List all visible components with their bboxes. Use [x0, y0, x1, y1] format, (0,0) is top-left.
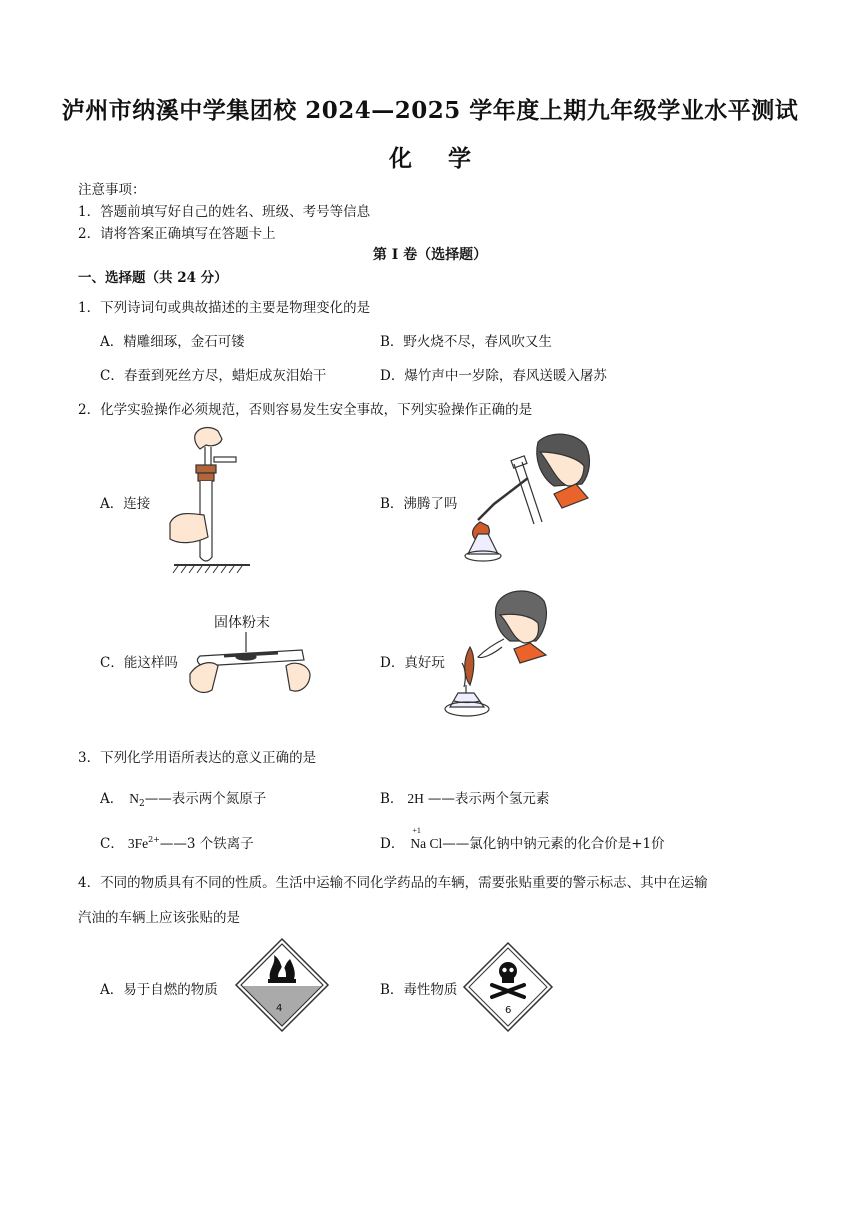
part-title: 第 I 卷（选择题） [372, 247, 488, 263]
q4-option-a: A．易于自燃的物质 [100, 982, 218, 998]
q1-option-d: D．爆竹声中一岁除，春风送暖入屠苏 [380, 368, 607, 384]
test-tube-connect-illustration [160, 425, 260, 577]
q3-d-formula: Na Cl [410, 836, 443, 851]
q3-d-description: ——氯化钠中钠元素的化合价是+1价 [442, 836, 665, 852]
q1-option-a: A．精雕细琢，金石可镂 [100, 334, 245, 350]
q3-b-description: ——表示两个氢元素 [427, 791, 550, 807]
q3-a-subscript: 2 [139, 799, 145, 809]
q2-stem: 2．化学实验操作必须规范，否则容易发生安全事故，下列实验操作正确的是 [78, 402, 533, 418]
q4-stem-line-1: 4．不同的物质具有不同的性质。生活中运输不同化学药品的车辆，需要张贴重要的警示标志、其中在运输 [78, 875, 708, 891]
q3-b-formula: 2H [407, 791, 424, 806]
solid-powder-caption: 固体粉末 [214, 615, 270, 631]
q3-a-description: ——表示两个氮原子 [144, 791, 267, 807]
q3-option-a [100, 787, 266, 809]
flammable-sign-number: 4 [276, 1003, 283, 1014]
q3-d-valence: +1 [412, 826, 421, 835]
note-item-1: 1．答题前填写好自己的姓名、班级、考号等信息 [78, 204, 371, 220]
note-item-2: 2．请将答案正确填写在答题卡上 [78, 226, 276, 242]
subject-title [0, 140, 860, 173]
toxic-sign-icon [462, 941, 554, 1033]
exam-title: 泸州市纳溪中学集团校 2024—2025 学年度上期九年级学业水平测试 [61, 97, 799, 124]
notes-heading: 注意事项： [78, 182, 146, 198]
q3-a-formula: N [129, 791, 139, 806]
q1-option-c: C．春蚕到死丝方尽，蜡炬成灰泪始干 [100, 368, 327, 384]
q3-c-superscript: 2+ [148, 835, 160, 844]
boiling-tube-illustration [458, 430, 608, 570]
q4-stem-line-2: 汽油的车辆上应该张贴的是 [78, 910, 240, 926]
q3-c-description: ——3 个铁离子 [159, 836, 254, 852]
q3-d-label: D． [380, 836, 405, 852]
q2-option-c: C．能这样吗 [100, 655, 178, 671]
alcohol-lamp-blow-illustration [440, 585, 560, 725]
q3-c-label: C． [100, 836, 124, 852]
flammable-sign-icon [234, 937, 330, 1033]
q3-option-b [380, 787, 549, 807]
subject-char-2: 学 [448, 145, 471, 172]
section-title: 一、选择题（共 24 分） [78, 270, 228, 286]
q3-option-d [380, 826, 665, 852]
q3-stem: 3．下列化学用语所表达的意义正确的是 [78, 750, 317, 766]
q3-option-c [100, 832, 254, 852]
toxic-sign-number: 6 [505, 1005, 512, 1016]
q3-c-formula: 3Fe [127, 836, 149, 851]
q3-a-label: A． [100, 791, 124, 807]
q3-b-label: B． [380, 791, 404, 807]
q1-stem: 1．下列诗词句或典故描述的主要是物理变化的是 [78, 300, 371, 316]
subject-char-1: 化 [389, 145, 412, 172]
powder-tube-illustration [186, 630, 316, 700]
q2-option-a: A．连接 [100, 496, 151, 512]
q2-option-b: B．沸腾了吗 [380, 496, 458, 512]
q1-option-b: B．野火烧不尽，春风吹又生 [380, 334, 552, 350]
q2-option-d: D．真好玩 [380, 655, 445, 671]
q4-option-b: B．毒性物质 [380, 982, 458, 998]
